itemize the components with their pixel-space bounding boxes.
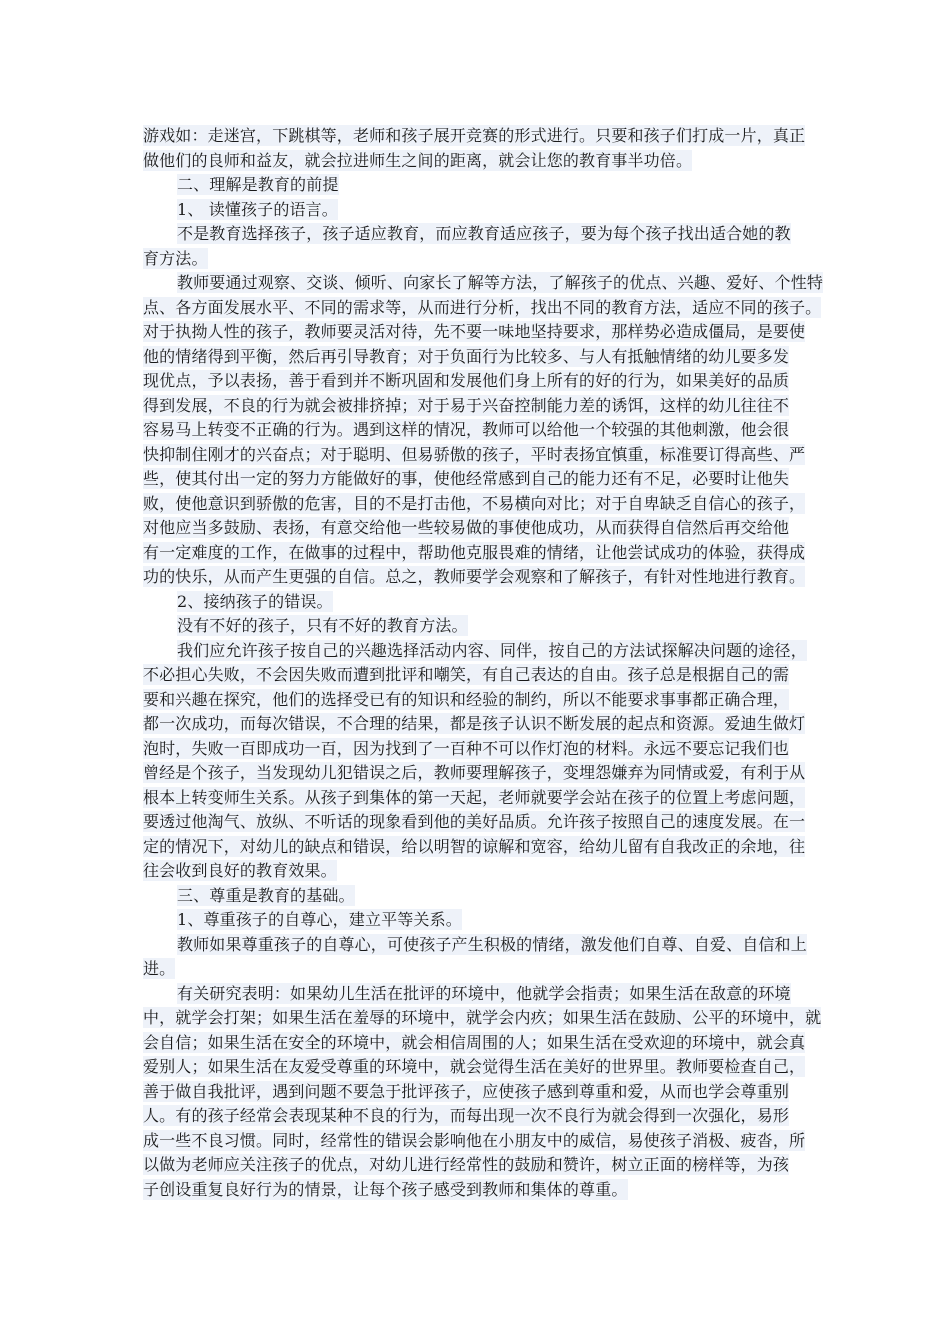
text-line [143,737,808,762]
text-line [143,1055,808,1080]
text-line-content: 2、接纳孩子的错误。 [177,591,333,611]
text-line-content: 爱别人；如果生活在友爱受尊重的环境中，就会觉得生活在美好的世界里。教师要检查自己， [143,1057,806,1076]
text-line [143,173,808,198]
text-line-content: 得到发展，不良的行为就会被排挤掉；对于易于兴奋控制能力差的诱饵，这样的幼儿往往不 [143,395,790,415]
text-line-content: 三、尊重是教育的基础。 [177,885,355,905]
text-line-content: 都一次成功，而每次错误，不合理的结果，都是孩子认识不断发展的起点和资源。爱迪生做灯 [143,714,806,733]
text-line [143,467,808,492]
text-line-content: 善于做自我批评，遇到问题不要急于批评孩子，应使孩子感到尊重和爱，从而也学会尊重别 [143,1081,790,1101]
text-line-content: 不必担心失败，不会因失败而遭到批评和嘲笑，有自己表达的自由。孩子总是根据自己的需 [143,665,790,684]
text-line [143,859,808,884]
text-line [143,124,808,149]
text-line [143,614,808,639]
text-line-content: 1、 读懂孩子的语言。 [177,199,338,219]
text-line-content: 定的情况下，对幼儿的缺点和错误，给以明智的谅解和宽容，给幼儿留有自我改正的余地，往 [143,836,806,856]
text-line-content: 败，使他意识到骄傲的危害，目的不是打击他，不易横向对比；对于自卑缺乏自信心的孩子， [143,493,806,513]
text-line-content: 往会收到良好的教育效果。 [143,861,337,880]
text-line [143,1006,822,1031]
text-line [143,933,808,958]
text-line [143,712,808,737]
text-line-content: 教师如果尊重孩子的自尊心，可使孩子产生积极的情绪，激发他们自尊、自爱、自信和上 [177,934,807,954]
text-line [143,345,808,370]
text-line-content: 曾经是个孩子，当发现幼儿犯错误之后，教师要理解孩子，变埋怨嫌弃为同情或爱，有利于从 [143,763,806,782]
text-line [143,908,808,933]
text-line-content: 进。 [143,959,176,978]
text-line [143,271,824,296]
text-line-content: 子创设重复良好行为的情景，让每个孩子感受到教师和集体的尊重。 [143,1179,628,1199]
text-line-content: 点、各方面发展水平、不同的需求等，从而进行分析，找出不同的教育方法，适应不同的孩子。 [143,297,822,317]
text-line [143,810,808,835]
text-line-content: 人。有的孩子经常会表现某种不良的行为，而每出现一次不良行为就会得到一次强化，易形 [143,1106,790,1125]
text-line-content: 教师要通过观察、交谈、倾听、向家长了解等方法，了解孩子的优点、兴趣、爱好、个性特 [177,273,824,292]
text-line-content: 有关研究表明：如果幼儿生活在批评的环境中，他就学会指责；如果生活在敌意的环境 [177,983,791,1003]
text-line-content: 中，就学会打架；如果生活在羞辱的环境中，就学会内疚；如果生活在鼓励、公平的环境中，就 [143,1008,822,1027]
text-line [143,688,808,713]
text-line [143,222,808,247]
text-line [143,369,808,394]
text-line [143,761,808,786]
text-line-content: 容易马上转变不正确的行为。遇到这样的情况，教师可以给他一个较强的其他刺激，他会很 [143,420,790,439]
text-line [143,786,808,811]
text-line-content: 没有不好的孩子，只有不好的教育方法。 [177,616,468,635]
text-line [143,639,808,664]
text-line [143,835,808,860]
text-line [143,1080,808,1105]
text-line [143,957,808,982]
text-line [143,1104,808,1129]
text-line-content: 他的情绪得到平衡，然后再引导教育；对于负面行为比较多、与人有抵触情绪的幼儿要多发 [143,346,790,366]
text-line-content: 功的快乐，从而产生更强的自信。总之，教师要学会观察和了解孩子，有针对性地进行教育。 [143,567,806,586]
text-line-content: 我们应允许孩子按自己的兴趣选择活动内容、同伴，按自己的方法试探解决问题的途径， [177,640,807,660]
text-line-content: 育方法。 [143,248,208,268]
text-line-content: 要和兴趣在探究，他们的选择受已有的知识和经验的制约，所以不能要求事事都正确合理， [143,689,790,709]
text-line [143,590,808,615]
text-line [143,1031,808,1056]
text-line [143,982,808,1007]
text-line [143,296,822,321]
text-line [143,516,808,541]
text-line-content: 些，使其付出一定的努力方能做好的事，使他经常感到自己的能力还有不足，必要时让他失 [143,469,790,488]
text-line [143,663,808,688]
text-line-content: 1、尊重孩子的自尊心，建立平等关系。 [177,910,462,929]
text-line-content: 现优点，予以表扬，善于看到并不断巩固和发展他们身上所有的好的行为，如果美好的品质 [143,371,790,390]
text-line [143,394,808,419]
text-line [143,247,808,272]
text-line [143,884,808,909]
text-line [143,541,808,566]
text-line-content: 快抑制住刚才的兴奋点；对于聪明、但易骄傲的孩子，平时表扬宜慎重，标准要订得高些、严 [143,444,806,464]
text-line-content: 会自信；如果生活在安全的环境中，就会相信周围的人；如果生活在受欢迎的环境中，就会真 [143,1032,806,1052]
text-line-content: 做他们的良师和益友，就会拉进师生之间的距离，就会让您的教育事半功倍。 [143,150,693,170]
text-line-content: 成一些不良习惯。同时，经常性的错误会影响他在小朋友中的威信，易使孩子消极、疲沓，所 [143,1130,806,1150]
text-line [143,418,808,443]
text-line-content: 以做为老师应关注孩子的优点，对幼儿进行经常性的鼓励和赞许，树立正面的榜样等，为孩 [143,1155,790,1174]
text-line [143,565,808,590]
text-line [143,1153,808,1178]
text-line-content: 根本上转变师生关系。从孩子到集体的第一天起，老师就要学会站在孩子的位置上考虑问题， [143,787,806,807]
text-line-content: 游戏如：走迷宫，下跳棋等，老师和孩子展开竞赛的形式进行。只要和孩子们打成一片，真正 [143,126,806,145]
text-line [143,1129,808,1154]
text-line-content: 有一定难度的工作，在做事的过程中，帮助他克服畏难的情绪，让他尝试成功的体验，获得成 [143,542,806,562]
text-line-content: 泡时，失败一百即成功一百，因为找到了一百种不可以作灯泡的材料。永远不要忘记我们也 [143,738,790,758]
text-line [143,149,808,174]
text-line-content: 要透过他淘气、放纵、不听话的现象看到他的美好品质。允许孩子按照自己的速度发展。在一 [143,812,806,831]
document-body [143,124,824,1202]
text-line [143,443,808,468]
text-line [143,492,808,517]
text-line-content: 不是教育选择孩子，孩子适应教育，而应教育适应孩子，要为每个孩子找出适合她的教 [177,224,791,243]
text-line [143,320,808,345]
text-line [143,198,808,223]
text-line-content: 对他应当多鼓励、表扬，有意交给他一些较易做的事使他成功，从而获得自信然后再交给他 [143,518,790,537]
text-line [143,1178,808,1203]
text-line-content: 对于执拗人性的孩子，教师要灵活对待，先不要一味地坚持要求，那样势必造成僵局，是要使 [143,322,806,341]
text-line-content: 二、理解是教育的前提 [177,175,339,194]
